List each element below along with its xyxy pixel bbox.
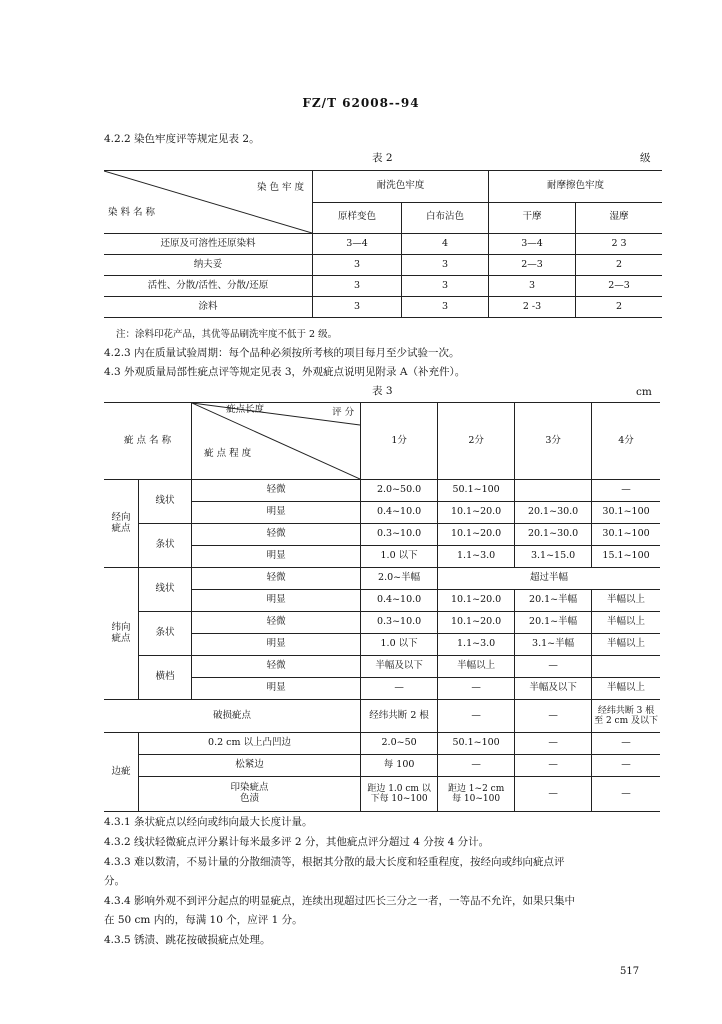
table3-cell: — xyxy=(515,777,592,812)
clause-4-3-1: 4.3.1 条状疵点以经向或纬向最大长度计量。 xyxy=(104,816,313,828)
table2-unit: 级 xyxy=(640,152,651,164)
clause-4-2-2: 4.2.2 染色牢度评等规定见表 2。 xyxy=(104,133,260,145)
table3-weft-bar: 横档 xyxy=(139,656,192,700)
table3-degree: 轻微 xyxy=(192,568,361,590)
table2-diag-bottom: 染 料 名 称 xyxy=(108,207,156,219)
table3-cell: — xyxy=(592,777,660,812)
table2-row-name: 纳夫妥 xyxy=(104,255,313,276)
table3-edge-group: 边疵 xyxy=(104,733,139,812)
table2-cell: 3 xyxy=(489,276,576,297)
table3-degree: 轻微 xyxy=(192,612,361,634)
table2-diag-top: 染 色 牢 度 xyxy=(256,182,304,193)
table3-cell: 20.1~半幅 xyxy=(515,590,592,612)
table3-warp-group: 经向 疵点 xyxy=(104,480,139,568)
clause-4-3-2: 4.3.2 线状轻微疵点评分累计每米最多评 2 分，其他疵点评分超过 4 分按 4 分计。 xyxy=(104,836,490,848)
table3-cell: 2.0~50 xyxy=(361,733,438,755)
table2-sub-2: 白布沾色 xyxy=(402,202,489,234)
table3-cell xyxy=(592,656,660,678)
table3-cell: 50.1~100 xyxy=(438,733,515,755)
table3-cell: 20.1~30.0 xyxy=(515,502,592,524)
table3-diagonal-header xyxy=(192,403,361,480)
table3-defect-name-header: 疵 点 名 称 xyxy=(104,403,192,480)
table3-cell: — xyxy=(515,733,592,755)
clause-4-3-4-cont: 在 50 cm 内的，每满 10 个，应评 1 分。 xyxy=(104,914,303,926)
table3-cell: 0.4~10.0 xyxy=(361,590,438,612)
table2-diagonal-header xyxy=(104,171,313,234)
table3-cell: 半幅以上 xyxy=(592,634,660,656)
table3-cell: 半幅以上 xyxy=(592,612,660,634)
table3-cell: 1.1~3.0 xyxy=(438,546,515,568)
table3-cell: 1.0 以下 xyxy=(361,634,438,656)
table3-cell: 2.0~半幅 xyxy=(361,568,438,590)
table3-cell: — xyxy=(515,755,592,777)
table3-edge-label: 0.2 cm 以上凸凹边 xyxy=(139,733,361,755)
table2-cell: 2 xyxy=(576,255,663,276)
table2-cell: 3 xyxy=(313,297,402,318)
clause-4-3-3-cont: 分。 xyxy=(104,875,125,887)
table2-cell: 3 xyxy=(402,255,489,276)
table3-cell: 1.1~3.0 xyxy=(438,634,515,656)
table-3 xyxy=(104,402,660,812)
table3-cell: 1.0 以下 xyxy=(361,546,438,568)
table3-weft-group: 纬向 疵点 xyxy=(104,568,139,700)
page-number: 517 xyxy=(620,966,640,977)
table3-cell: 20.1~半幅 xyxy=(515,612,592,634)
table-2 xyxy=(104,170,662,318)
table3-score-1: 1分 xyxy=(361,403,438,480)
table3-cell: 半幅以上 xyxy=(592,678,660,700)
table3-cell: 30.1~100 xyxy=(592,524,660,546)
clause-4-3-4: 4.3.4 影响外观不到评分起点的明显疵点，连续出现超过匹长三分之一者，一等品不允许，如果只集中 xyxy=(104,895,576,907)
clause-4-3-5: 4.3.5 锈渍、跳花按破损疵点处理。 xyxy=(104,934,271,946)
table3-cell: 半幅以上 xyxy=(438,656,515,678)
table3-unit: cm xyxy=(636,386,652,398)
table2-sub-4: 湿摩 xyxy=(576,202,663,234)
table3-cell: 每 100 xyxy=(361,755,438,777)
table3-cell: — xyxy=(592,480,660,502)
table3-cell: — xyxy=(438,755,515,777)
table3-cell: 50.1~100 xyxy=(438,480,515,502)
table3-warp-strip: 条状 xyxy=(139,524,192,568)
table3-edge-label: 松紧边 xyxy=(139,755,361,777)
table3-cell: 15.1~100 xyxy=(592,546,660,568)
table3-cell: 30.1~100 xyxy=(592,502,660,524)
table3-weft-strip: 条状 xyxy=(139,612,192,656)
table3-degree: 轻微 xyxy=(192,524,361,546)
table3-score-4: 4分 xyxy=(592,403,660,480)
table3-cell: 3.1~15.0 xyxy=(515,546,592,568)
table2-group-rub: 耐摩擦色牢度 xyxy=(489,171,663,203)
table3-score-2: 2分 xyxy=(438,403,515,480)
table3-cell: 0.4~10.0 xyxy=(361,502,438,524)
table3-cell: 10.1~20.0 xyxy=(438,612,515,634)
table3-degree: 明显 xyxy=(192,502,361,524)
table3-warp-line: 线状 xyxy=(139,480,192,524)
clause-4-2-3: 4.2.3 内在质量试验周期：每个品种必须按所考核的项目每月至少试验一次。 xyxy=(104,347,460,359)
table3-cell: — xyxy=(438,678,515,700)
table3-score-3: 3分 xyxy=(515,403,592,480)
table3-cell: 经纬共断 2 根 xyxy=(361,700,438,733)
table2-row-name: 还原及可溶性还原染料 xyxy=(104,234,313,255)
table3-cell: 距边 1~2 cm 每 10~100 xyxy=(438,777,515,812)
table3-cell: 10.1~20.0 xyxy=(438,524,515,546)
table3-diag-score: 评 分 xyxy=(332,407,355,418)
table3-cell: 3.1~半幅 xyxy=(515,634,592,656)
table3-caption: 表 3 xyxy=(372,385,393,397)
table3-cell: 0.3~10.0 xyxy=(361,612,438,634)
table3-diag-degree: 疵 点 程 度 xyxy=(204,448,252,459)
table3-cell: — xyxy=(438,700,515,733)
table3-degree: 明显 xyxy=(192,678,361,700)
table3-degree: 轻微 xyxy=(192,656,361,678)
clause-4-3-3: 4.3.3 难以数清，不易计量的分散细渍等，根据其分散的最大长度和轻重程度，按经向或纬向疵点评 xyxy=(104,856,565,868)
table2-cell: 3 xyxy=(313,255,402,276)
table2-cell: 2 3 xyxy=(576,234,663,255)
table3-cell: 半幅及以下 xyxy=(361,656,438,678)
table3-cell: 半幅以上 xyxy=(592,590,660,612)
standard-header: FZ/T 62008--94 xyxy=(302,96,420,110)
table2-group-wash: 耐洗色牢度 xyxy=(313,171,489,203)
table3-cell: 10.1~20.0 xyxy=(438,590,515,612)
table2-sub-3: 干摩 xyxy=(489,202,576,234)
table3-cell: — xyxy=(592,733,660,755)
table3-edge-label: 印染疵点 色渍 xyxy=(139,777,361,812)
table2-cell: 2—3 xyxy=(489,255,576,276)
table2-note: 注：涂料印花产品，其优等品刷洗牢度不低于 2 级。 xyxy=(116,329,338,340)
table3-cell: — xyxy=(592,755,660,777)
table2-cell: 3 xyxy=(313,276,402,297)
table3-cell: 20.1~30.0 xyxy=(515,524,592,546)
table3-degree: 明显 xyxy=(192,634,361,656)
table2-cell: 3—4 xyxy=(489,234,576,255)
table3-cell: 经纬共断 3 根 至 2 cm 及以下 xyxy=(592,700,660,733)
table3-broken-label: 破损疵点 xyxy=(104,700,361,733)
table3-diag-length: 疵点长度 xyxy=(226,404,265,415)
table2-sub-1: 原样变色 xyxy=(313,202,402,234)
table3-degree: 轻微 xyxy=(192,480,361,502)
table3-cell: — xyxy=(515,656,592,678)
table3-weft-line: 线状 xyxy=(139,568,192,612)
table3-cell: 0.3~10.0 xyxy=(361,524,438,546)
table3-cell: 2.0~50.0 xyxy=(361,480,438,502)
table2-cell: 3 xyxy=(402,297,489,318)
clause-4-3: 4.3 外观质量局部性疵点评等规定见表 3，外观疵点说明见附录 A（补充件）。 xyxy=(104,366,466,378)
table3-degree: 明显 xyxy=(192,590,361,612)
table2-cell: 3 xyxy=(402,276,489,297)
table3-cell: — xyxy=(515,700,592,733)
table3-degree: 明显 xyxy=(192,546,361,568)
table2-cell: 3—4 xyxy=(313,234,402,255)
table2-cell: 2 xyxy=(576,297,663,318)
table3-cell: 距边 1.0 cm 以 下每 10~100 xyxy=(361,777,438,812)
table3-cell xyxy=(515,480,592,502)
table3-cell: 10.1~20.0 xyxy=(438,502,515,524)
table2-cell: 4 xyxy=(402,234,489,255)
table2-caption: 表 2 xyxy=(372,152,393,164)
table3-cell-merged: 超过半幅 xyxy=(438,568,660,590)
table3-cell: — xyxy=(361,678,438,700)
table2-row-name: 活性、分散/活性、分散/还原 xyxy=(104,276,313,297)
table3-cell: 半幅及以下 xyxy=(515,678,592,700)
table2-row-name: 涂料 xyxy=(104,297,313,318)
table2-cell: 2—3 xyxy=(576,276,663,297)
table2-cell: 2 -3 xyxy=(489,297,576,318)
